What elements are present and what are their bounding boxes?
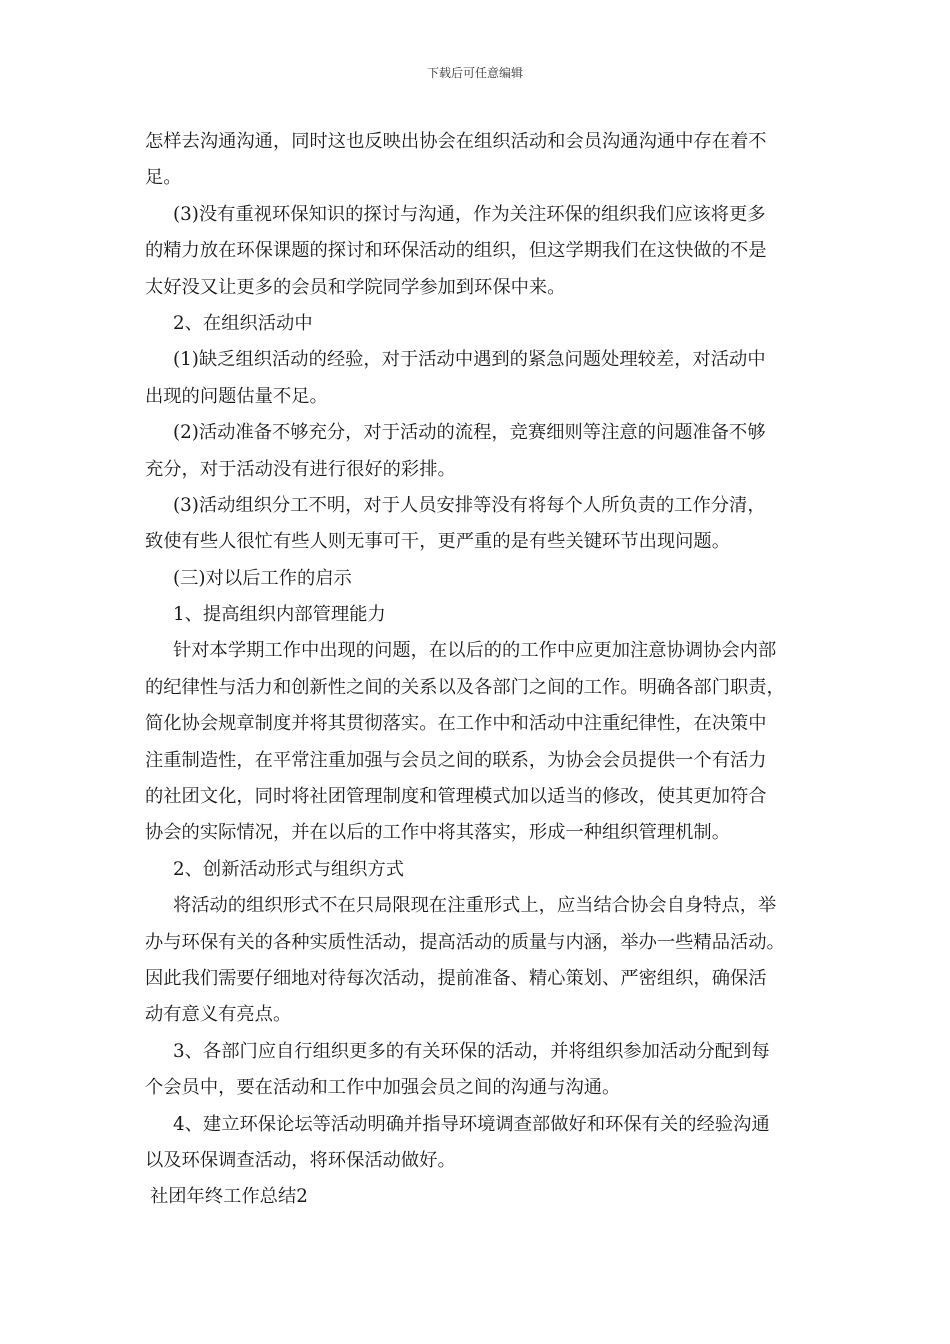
text-line: (3)没有重视环保知识的探讨与沟通，作为关注环保的组织我们应该将更多 xyxy=(173,203,766,225)
text-line: (1)缺乏组织活动的经验，对于活动中遇到的紧急问题处理较差，对活动中 xyxy=(173,349,766,371)
page-header: 下载后可任意编辑 xyxy=(426,66,523,80)
text-line: 充分，对于活动没有进行很好的彩排。 xyxy=(145,458,456,480)
text-line: 协会的实际情况，并在以后的工作中将其落实，形成一种组织管理机制。 xyxy=(145,822,730,844)
text-line: 足。 xyxy=(145,167,182,189)
text-line: 以及环保调查活动，将环保活动做好。 xyxy=(145,1149,456,1171)
text-line: 1、提高组织内部管理能力 xyxy=(173,604,386,626)
text-line: 将活动的组织形式不在只局限现在注重形式上，应当结合协会自身特点，举 xyxy=(173,895,777,917)
text-line: 怎样去沟通沟通，同时这也反映出协会在组织活动和会员沟通沟通中存在着不 xyxy=(145,131,767,152)
text-line: 个会员中，要在活动和工作中加强会员之间的沟通与沟通。 xyxy=(145,1077,621,1099)
text-line: 社团年终工作总结2 xyxy=(150,1186,308,1208)
text-line: 致使有些人很忙有些人则无事可干，更严重的是有些关键环节出现问题。 xyxy=(145,531,730,553)
text-line: 简化协会规章制度并将其贯彻落实。在工作中和活动中注重纪律性，在决策中 xyxy=(145,713,767,735)
text-line: 的精力放在环保课题的探讨和环保活动的组织，但这学期我们在这快做的不是 xyxy=(145,240,767,262)
text-line: 出现的问题估量不足。 xyxy=(145,385,328,407)
text-line: 的社团文化，同时将社团管理制度和管理模式加以适当的修改，使其更加符合 xyxy=(145,786,767,808)
text-line: (2)活动准备不够充分，对于活动的流程，竞赛细则等注意的问题准备不够 xyxy=(173,422,766,444)
text-line: 办与环保有关的各种实质性活动，提高活动的质量与内涵，举办一些精品活动。 xyxy=(145,931,785,953)
text-line: 2、创新活动形式与组织方式 xyxy=(173,858,405,880)
document-body xyxy=(145,124,810,1216)
text-line: 2、在组织活动中 xyxy=(173,312,313,334)
text-line: 3、各部门应自行组织更多的有关环保的活动，并将组织参加活动分配到每 xyxy=(173,1040,770,1062)
text-line: (三)对以后工作的启示 xyxy=(173,567,352,589)
text-line: (3)活动组织分工不明，对于人员安排等没有将每个人所负责的工作分清， xyxy=(173,494,766,516)
text-line: 的纪律性与活力和创新性之间的关系以及各部门之间的工作。明确各部门职责， xyxy=(145,676,785,698)
text-line: 动有意义有亮点。 xyxy=(145,1004,292,1026)
text-line: 注重制造性，在平常注重加强与会员之间的联系，为协会会员提供一个有活力 xyxy=(145,749,767,771)
text-line: 因此我们需要仔细地对待每次活动，提前准备、精心策划、严密组织，确保活 xyxy=(145,967,767,989)
text-line: 4、建立环保论坛等活动明确并指导环境调查部做好和环保有关的经验沟通 xyxy=(173,1113,770,1135)
text-line: 太好没又让更多的会员和学院同学参加到环保中来。 xyxy=(145,276,566,298)
text-line: 针对本学期工作中出现的问题，在以后的的工作中应更加注意协调协会内部 xyxy=(173,640,777,662)
